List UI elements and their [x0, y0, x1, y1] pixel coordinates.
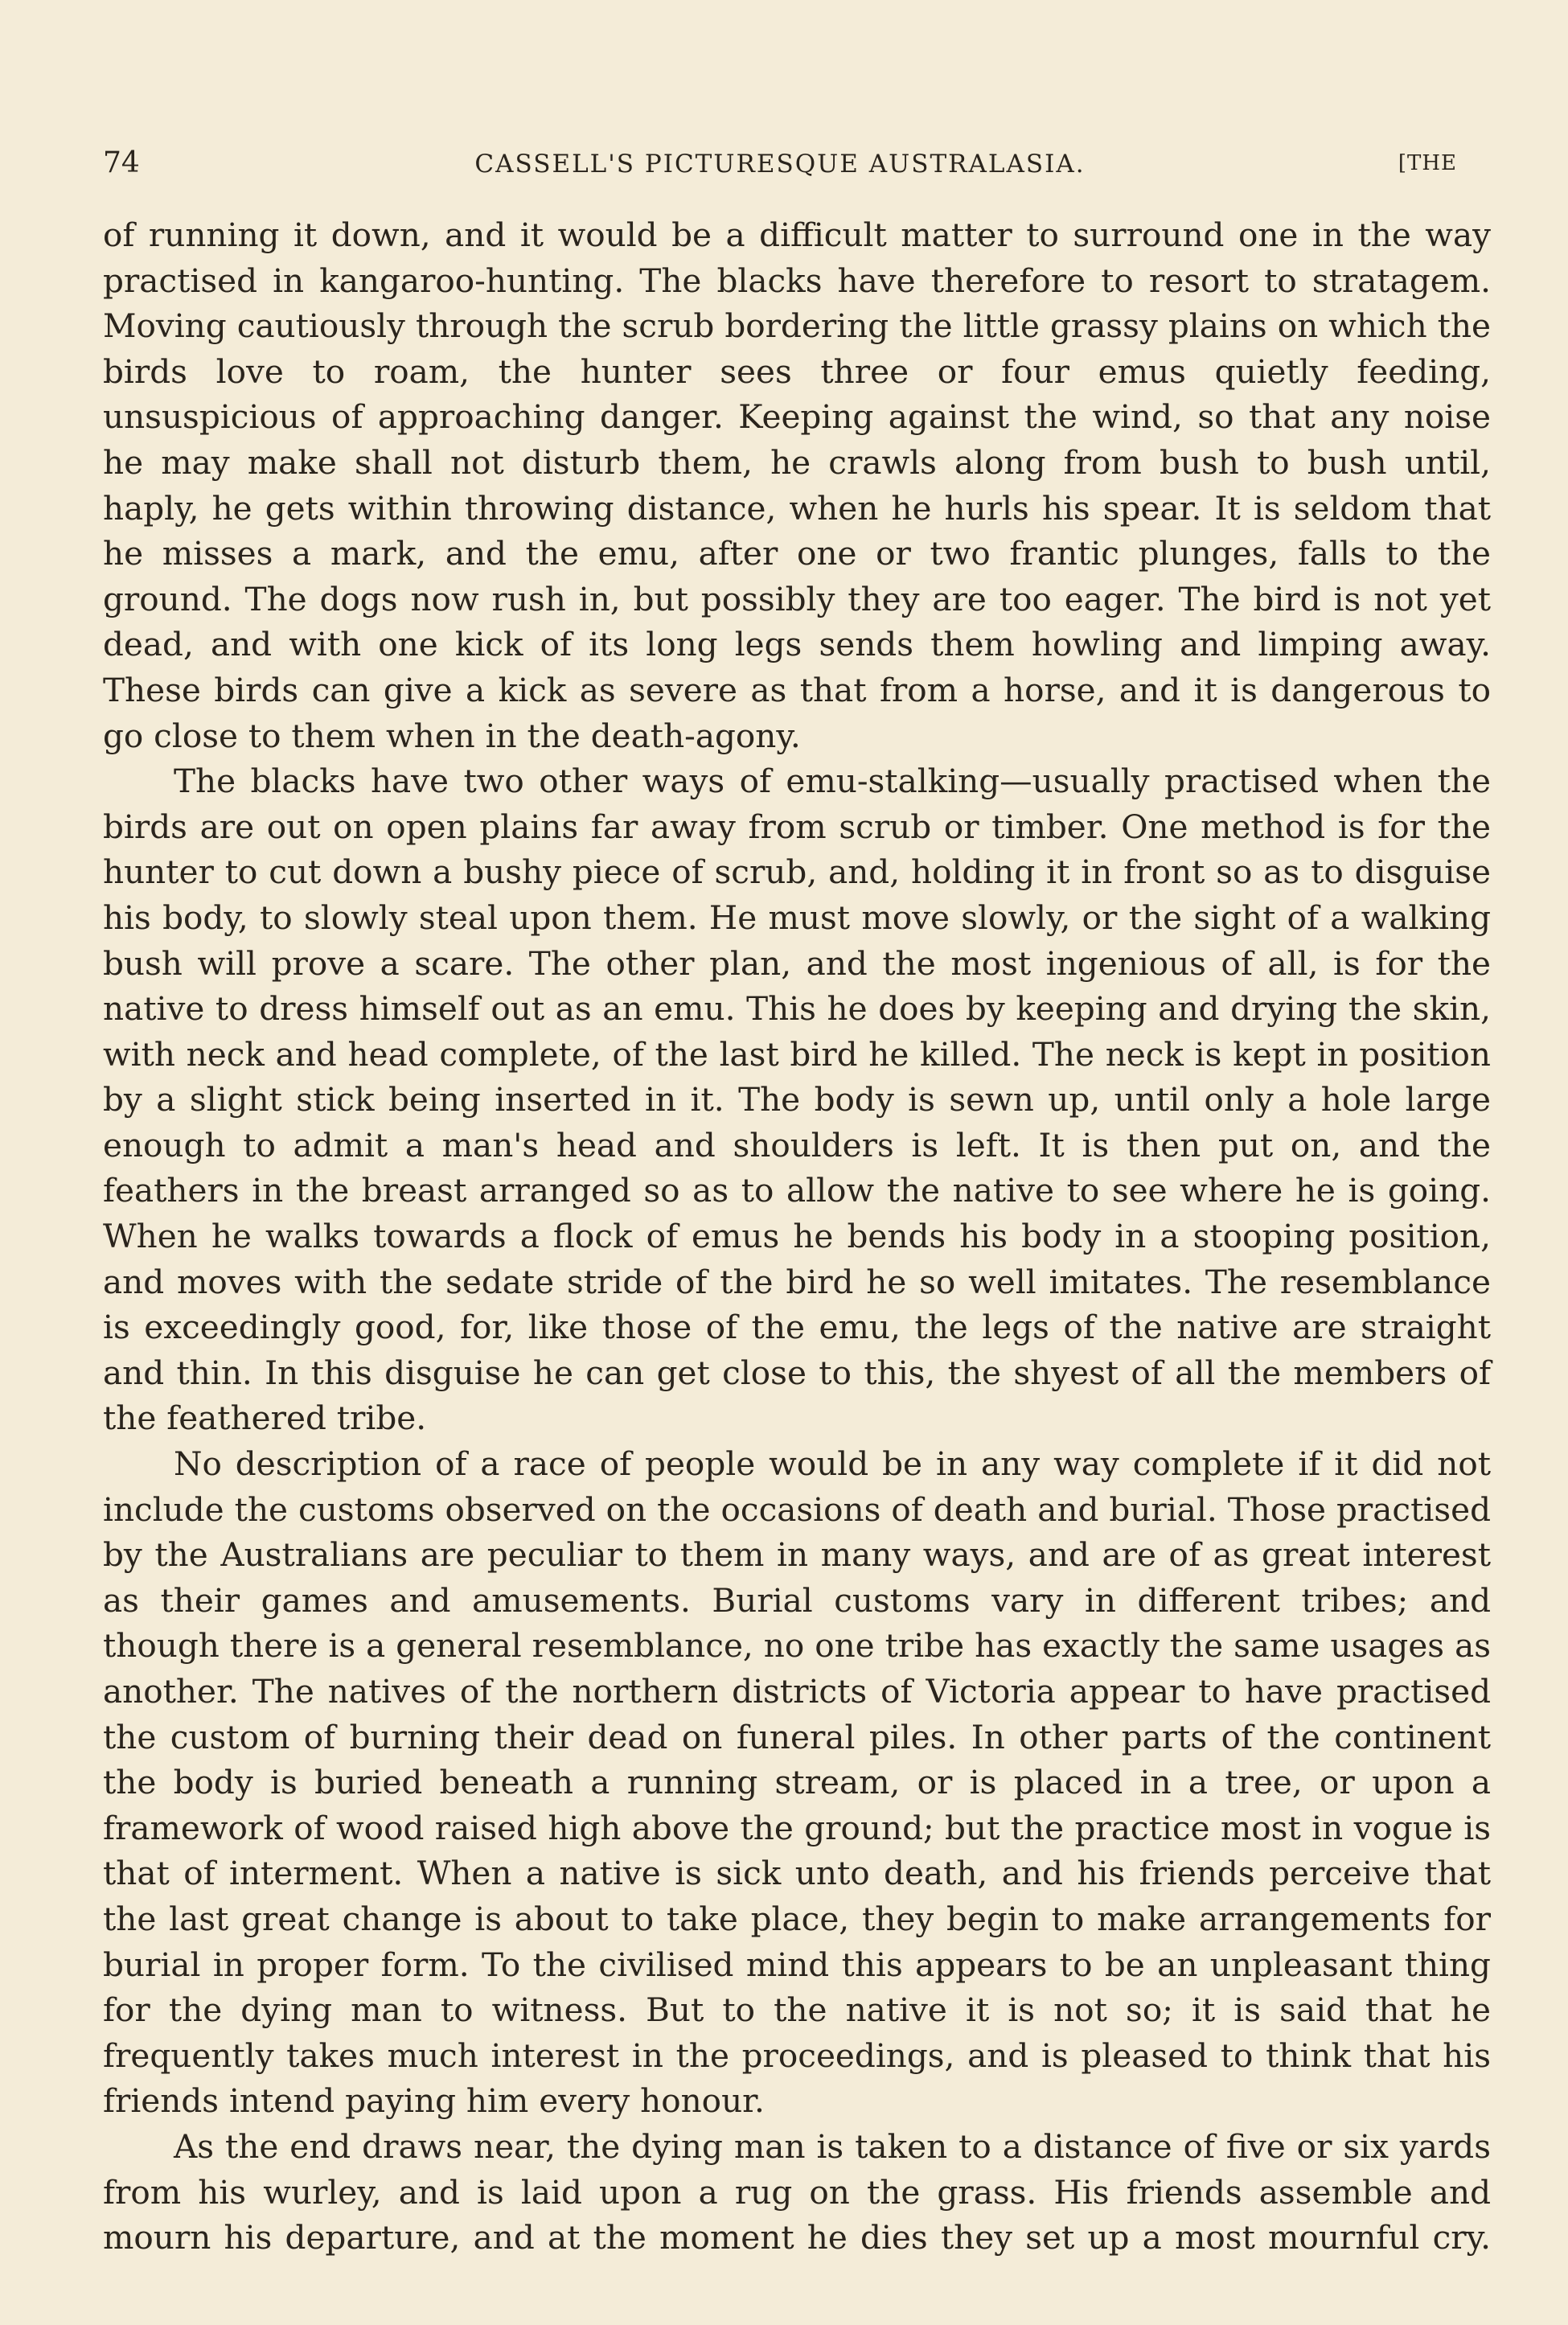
paragraph-dying-man: As the end draws near, the dying man is taken to a distance of five or six yards from his wurley, and is laid upon a rug on the grass. His friends assemble and mourn his departure, and at the moment he dies they set up a most mournful cry. [103, 2126, 1491, 2257]
page-number: 74 [103, 146, 140, 179]
running-head-continuation: [THE [1398, 151, 1457, 175]
running-title: CASSELL'S PICTURESQUE AUSTRALASIA. [474, 150, 1086, 179]
paragraph-emu-hunting-continued: of running it down, and it would be a difficult matter to surround one in the way practised in kangaroo-hunting. The blacks have therefore to resort to stratagem. Moving cautiously through the scrub bordering the little grassy plains on which the birds love to roam, the hunter sees three or four emus quietly feeding, unsuspicious of approaching danger. Keeping against the wind, so that any noise he may make shall not disturb them, he crawls along from bush to bush until, haply, he gets within throwing distance, when he hurls his spear. It is seldom that he misses a mark, and the emu, after one or two frantic plunges, falls to the ground. The dogs now rush in, but possibly they are too eager. The bird is not yet dead, and with one kick of its long legs sends them howling and limping away. These birds can give a kick as severe as that from a horse, and it is dangerous to go close to them when in the death-agony. [103, 216, 1491, 755]
body-text [103, 212, 1491, 2261]
running-header [103, 146, 1457, 187]
paragraph-burial-customs: No description of a race of people would be in any way complete if it did not include the customs observed on the occasions of death and burial. Those practised by the Australians are peculiar to them in many ways, and are of as great interest as their games and amusements. Burial customs vary in different tribes; and though there is a general resemblance, no one tribe has exactly the same usages as another. The natives of the northern districts of Victoria appear to have practised the custom of burning their dead on funeral piles. In other parts of the continent the body is buried beneath a running stream, or is placed in a tree, or upon a framework of wood raised high above the ground; but the practice most in vogue is that of interment. When a native is sick unto death, and his friends perceive that the last great change is about to take place, they begin to make arrangements for burial in proper form. To the civilised mind this appears to be an unpleasant thing for the dying man to witness. But to the native it is not so; it is said that he frequently takes much interest in the proceedings, and is pleased to think that his friends intend paying him every honour. [103, 1444, 1491, 2121]
paragraph-emu-stalking: The blacks have two other ways of emu-stalking—usually practised when the birds are out on open plains far away from scrub or timber. One method is for the hunter to cut down a bushy piece of scrub, and, holding it in front so as to disguise his body, to slowly steal upon them. He must move slowly, or the sight of a walking bush will prove a scare. The other plan, and the most ingenious of all, is for the native to dress himself out as an emu. This he does by keeping and drying the skin, with neck and head complete, of the last bird he killed. The neck is kept in position by a slight stick being inserted in it. The body is sewn up, until only a hole large enough to admit a man's head and shoulders is left. It is then put on, and the feathers in the breast arranged so as to allow the native to see where he is going. When he walks towards a flock of emus he bends his body in a stooping position, and moves with the sedate stride of the bird he so well imitates. The resemblance is exceedingly good, for, like those of the emu, the legs of the native are straight and thin. In this disguise he can get close to this, the shyest of all the members of the feathered tribe. [103, 762, 1491, 1438]
